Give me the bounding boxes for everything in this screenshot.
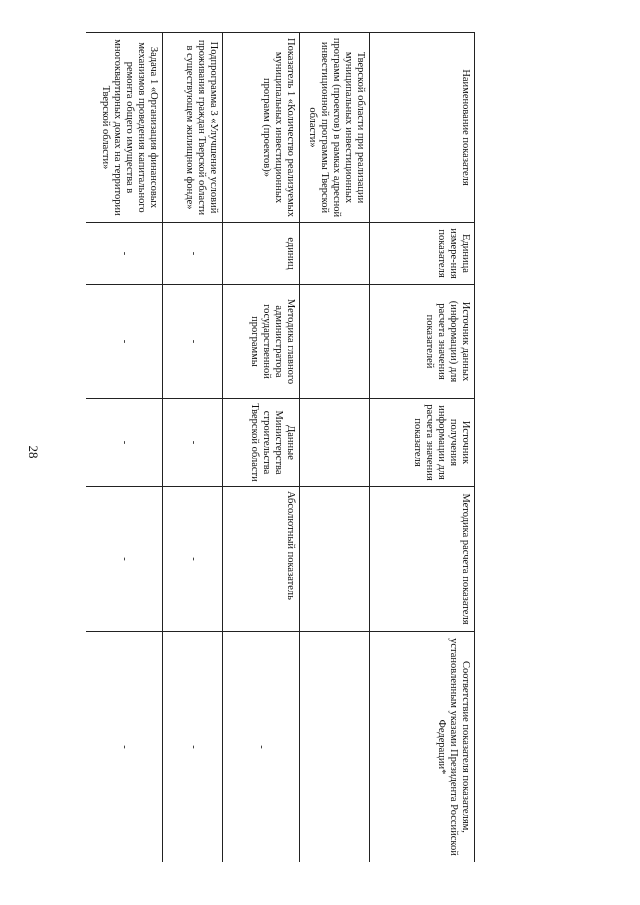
- row-method: [300, 487, 370, 632]
- row-name: Показатель 1 «Количество реализуемых муниципальных инвестиционных программ (проектов)»: [223, 33, 300, 223]
- row-info-source: [300, 399, 370, 487]
- row-name: Тверской области при реализации муниципальных инвестиционных программ (проектов) в рамках адресной инвестиционной программы Тверской области»: [300, 33, 370, 223]
- table-row: [300, 33, 370, 863]
- row-data-source: -: [86, 285, 163, 399]
- row-compliance: -: [86, 632, 163, 863]
- row-data-source: [300, 285, 370, 399]
- table-frame: [86, 32, 475, 862]
- indicators-table: [86, 32, 475, 862]
- row-compliance: [300, 632, 370, 863]
- header-data-source: Источник данных (информации) для расчета значения показателей: [370, 285, 475, 399]
- header-compliance: Соответствие показателя показателям, установленным указами Президента Российской Федерации*: [370, 632, 475, 863]
- table-row: [163, 33, 223, 863]
- table-row: [223, 33, 300, 863]
- row-info-source: -: [163, 399, 223, 487]
- row-unit: -: [163, 223, 223, 285]
- row-method: Абсолютный показатель: [223, 487, 300, 632]
- row-compliance: -: [223, 632, 300, 863]
- table-row: [86, 33, 163, 863]
- row-data-source: -: [163, 285, 223, 399]
- row-method: -: [86, 487, 163, 632]
- row-unit: [300, 223, 370, 285]
- table-header-row: [370, 33, 475, 863]
- row-info-source: Данные Министерства строительства Тверской области: [223, 399, 300, 487]
- rotated-page-area: [86, 32, 475, 862]
- row-compliance: -: [163, 632, 223, 863]
- header-method: Методика расчета показателя: [370, 487, 475, 632]
- page-number: 28: [26, 445, 41, 459]
- row-unit: -: [86, 223, 163, 285]
- row-name: Задача 1 «Организация финансовых механизмов проведения капитального ремонта общего имущества в многоквартирных домах на территории Тверской области»: [86, 33, 163, 223]
- row-unit: единиц: [223, 223, 300, 285]
- header-unit: Единица измере-ния показателя: [370, 223, 475, 285]
- row-name: Подпрограмма 3 «Улучшение условий проживания граждан Тверской области в существующем жилищном фонде»: [163, 33, 223, 223]
- header-info-source: Источник получения информации для расчета значения показателя: [370, 399, 475, 487]
- row-method: -: [163, 487, 223, 632]
- header-name: Наименование показателя: [370, 33, 475, 223]
- row-data-source: Методика главного администратора государственной программы: [223, 285, 300, 399]
- row-info-source: -: [86, 399, 163, 487]
